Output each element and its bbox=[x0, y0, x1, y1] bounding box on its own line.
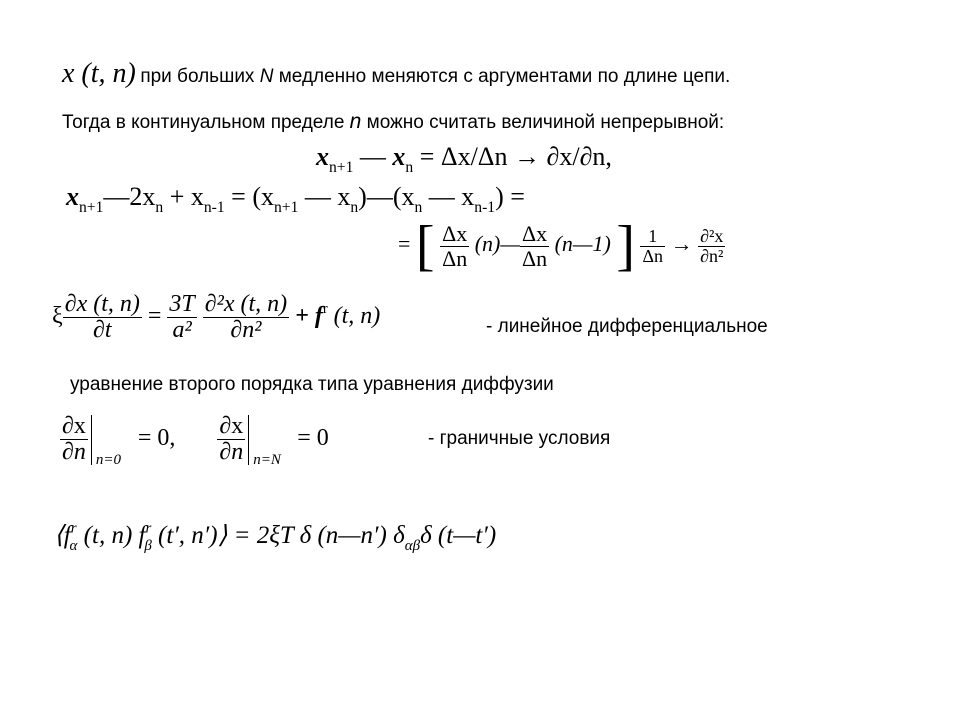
eq2-sub-b: n bbox=[155, 199, 164, 217]
eq2-rhs3: )—(x bbox=[358, 182, 415, 211]
eq4-force: + f bbox=[289, 303, 323, 330]
eq3-frac2 bbox=[520, 222, 549, 269]
bc-evbar1 bbox=[91, 415, 121, 468]
bc-val2: = 0 bbox=[291, 425, 329, 452]
eq1-sub2: n bbox=[405, 159, 414, 177]
corr-sup1: r bbox=[70, 520, 77, 537]
eq3-f2-den: Δn bbox=[521, 245, 548, 271]
bc-at2: n=N bbox=[253, 451, 281, 468]
corr-sub2: β bbox=[144, 537, 152, 554]
eq3-frac1 bbox=[440, 222, 469, 269]
eq1-x2: x bbox=[392, 142, 406, 171]
eq4-sup-r: r bbox=[322, 301, 328, 318]
eq2-sub-d: n+1 bbox=[273, 199, 299, 217]
var-n: n bbox=[349, 110, 362, 133]
eq4-f1-den: ∂t bbox=[93, 317, 112, 344]
eq1-sub1: n+1 bbox=[329, 159, 354, 177]
line-3: уравнение второго порядка типа уравнения диффузии bbox=[70, 374, 554, 395]
left-bracket: [ bbox=[415, 215, 435, 277]
boundary-description: - граничные условия bbox=[428, 428, 611, 449]
eq2-part3: + x bbox=[163, 182, 204, 211]
eq2-part2: —2x bbox=[103, 182, 156, 211]
line2-text-pre: Тогда в континуальном пределе bbox=[62, 112, 350, 133]
line1-text-pre: при больших bbox=[140, 66, 260, 87]
eq2-rhs: = (x bbox=[224, 182, 274, 211]
diffusion-description: - линейное дифференциальное bbox=[486, 316, 768, 337]
corr-open: ⟨f bbox=[54, 522, 71, 549]
eq2-sub-a: n+1 bbox=[79, 199, 104, 217]
eq3-f2-num: Δx bbox=[521, 221, 548, 247]
boundary-conditions bbox=[60, 413, 329, 468]
func-x-t-n: x (t, n) bbox=[62, 58, 136, 89]
eq2-sub-f: n bbox=[414, 199, 423, 217]
eq4-f2-den: a² bbox=[172, 317, 192, 344]
bc-frac2 bbox=[217, 414, 245, 465]
eq4-f1-num: ∂x (t, n) bbox=[64, 291, 140, 317]
eq2-rhs5: ) = bbox=[495, 182, 525, 211]
equation-limit bbox=[398, 214, 725, 278]
bc-frac1 bbox=[60, 414, 88, 465]
eq4-f3-den: ∂n² bbox=[230, 317, 262, 344]
eq4-xi: ξ bbox=[52, 303, 63, 330]
eq4-f3-num: ∂²x (t, n) bbox=[204, 291, 288, 317]
bc-f1-num: ∂x bbox=[62, 413, 86, 439]
equation-correlation bbox=[54, 520, 496, 555]
bc-at1: n=0 bbox=[95, 451, 121, 468]
bc-f2-den: ∂n bbox=[219, 439, 244, 466]
corr-args1: (t, n) f bbox=[77, 522, 146, 549]
eq2-rhs4: — x bbox=[422, 182, 475, 211]
corr-sup2: r bbox=[145, 520, 152, 537]
bc-f1-den: ∂n bbox=[62, 439, 86, 466]
eq2-sub-g: n-1 bbox=[474, 199, 496, 217]
line1-text-post: медленно меняются с аргументами по длине цепи. bbox=[273, 66, 731, 87]
eq2-sub-e: n bbox=[350, 199, 359, 217]
eq1-rhs: = Δx/Δn → ∂x/∂n, bbox=[413, 142, 612, 171]
eq3-f4-den: ∂n² bbox=[700, 245, 724, 266]
eq2-sub-c: n-1 bbox=[203, 199, 225, 217]
equation-diffusion bbox=[52, 292, 380, 343]
eq1-x1: x bbox=[316, 142, 329, 171]
corr-sub3: αβ bbox=[404, 537, 421, 554]
eq2-rhs2: — x bbox=[298, 182, 351, 211]
eq4-args: (t, n) bbox=[327, 303, 381, 330]
eq1-minus: — bbox=[353, 142, 393, 171]
eq3-frac4 bbox=[698, 227, 725, 266]
bc-val1: = 0, bbox=[131, 425, 176, 452]
eq3-f3-num: 1 bbox=[640, 227, 665, 247]
eq4-frac1 bbox=[63, 292, 142, 343]
bc-f2-num: ∂x bbox=[219, 413, 244, 439]
eq4-frac3 bbox=[203, 292, 289, 343]
line2-text-post: можно считать величиной непрерывной: bbox=[361, 112, 725, 133]
line-2 bbox=[62, 110, 724, 134]
eq4-eq: = bbox=[141, 303, 168, 330]
eq3-arrow: → bbox=[670, 231, 693, 257]
bc-evbar2 bbox=[248, 415, 281, 468]
eq4-frac2 bbox=[167, 292, 196, 343]
eq3-eq: = bbox=[398, 231, 411, 257]
eq3-f4-num: ∂²x bbox=[700, 225, 724, 246]
right-bracket: ] bbox=[616, 215, 635, 277]
corr-args3: δ (t—t′) bbox=[420, 522, 497, 549]
line-1 bbox=[62, 58, 730, 90]
eq4-f2-num: 3T bbox=[169, 291, 195, 317]
equation-second-difference bbox=[66, 182, 525, 217]
eq2-x1: x bbox=[66, 182, 79, 211]
eq3-frac3 bbox=[640, 227, 665, 266]
eq3-arg1: (n)— bbox=[469, 231, 520, 257]
corr-sub1: α bbox=[69, 537, 78, 554]
eq3-f3-den: Δn bbox=[642, 245, 664, 266]
eq3-f1-den: Δn bbox=[442, 245, 468, 271]
var-N: N bbox=[259, 66, 274, 87]
eq3-f1-num: Δx bbox=[442, 221, 468, 247]
equation-difference bbox=[316, 142, 612, 177]
eq3-arg2: (n—1) bbox=[549, 231, 611, 257]
corr-args2: (t′, n′)⟩ = 2ξT δ (n—n′) δ bbox=[151, 522, 405, 549]
